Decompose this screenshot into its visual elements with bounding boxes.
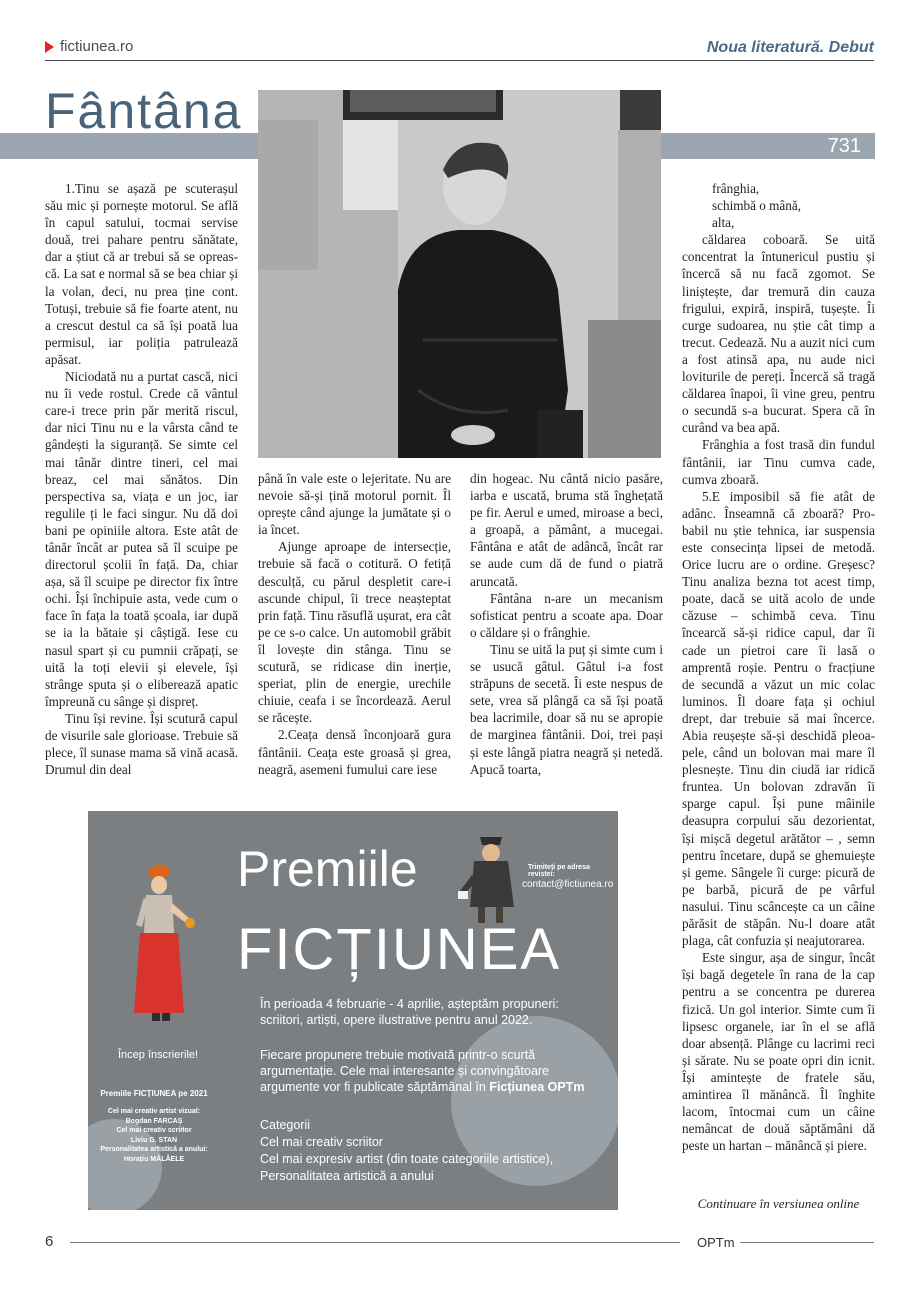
ad-send-label: Trimiteți pe adresa revistei: [528,864,590,878]
header-divider [45,60,874,61]
site-name: fictiunea.ro [60,38,134,55]
magazine-name: OPTm [697,1235,735,1250]
ad-winners [88,1107,220,1164]
awards-advertisement [88,811,618,1210]
paragraph: căldarea coboară. Se uită concentrat la întunericul pustiu și încercă să nu facă zgomot. Se liniștește, dar tremură din cauza frigului, expiră, inspiră, tușește. Îi curge sudoarea, nu știe cât timp a trecut. Cedează. Nu a auzit nici cum a fost atinsă apa, nu aude nici loviturile de pereți. Încercă să tragă căldarea înapoi, îi vine greu, pentru o secundă s-a bucurat. Spera că în curând va bea apă. [682,232,875,436]
winner-line: Bogdan FARCAȘ [125,1117,183,1125]
winner-line: Cel mai creativ artist vizual: [107,1108,201,1115]
paragraph: până în vale este o lejeritate. Nu are nevoie să-și țină motorul pornit. Îl oprește când ajunge la jumătate și o ia încet. [258,471,451,538]
paragraph: Este singur, așa de singur, încât își bagă degetele în rana de la cap pentru a se concentra pe durerea fizică. Un gol interior. Simte cum îi lipsesc organele, iar în el se află doar absență. Plânge cu lacrimi reci și sărate. Nu se poate opri din icnit. Își amintește de fratele său, amintirea îl mănâncă. Îl înghite lacom, întocmai cum un câine nemâncat de două săptămâni dă peste un hartan – mănâncă și piere. [682,950,875,1154]
ad-categories-title: Categorii [260,1118,311,1132]
ad-title-line2: FICȚIUNEA [237,917,562,982]
ad-email-link[interactable]: contact@fictiunea.ro [522,879,614,890]
paragraph: 1.Tinu se așază pe scuterașul său mic și pornește motorul. Se află în capul satului, tocmai servise două, trei pahare pentru sănătate, dar a știut că ar trebui să se oprească. La sat e normal să se bea chiar și la volan, deci, nu prea ține cont. Totuși, trebuie să fie foarte atent, nu a crescut destul ca să își poată lua permisul, iar poliția patrulează apăsat. [45,181,238,367]
ad-intro: În perioada 4 februarie - 4 aprilie, așteptăm propuneri: scriitori, artiști, opere ilustrative pentru anul 2022. [260,997,559,1027]
ad-category: Cel mai expresiv artist (din toate categoriile artistice), [260,1152,554,1166]
winner-line: Personalitatea artistică a anului: [100,1146,208,1153]
article-column-4 [682,180,875,1154]
verse-line: frânghia, [712,181,760,196]
paragraph: 5.E imposibil să fie atât de adânc. Înseamnă că zboară? Probabil nu știe tehnica, iar suspensia este consecința lipsei de metodă. Orice lucru are o ordine. Greșesc? Tinu analiza bezna tot acest timp, poate, dacă se uită acolo de unde căzuse – schimbă ceva. Tinu încearcă să-și ridice capul, dar îi cade un pietroi care îi lasă o amprentă roșie. Pentru o fracțiune de secundă a văzut un mic colac luminos. Îl doare fața și ochiul drept, dar trebuie să mai încerce. Abia reușește să-și deschidă pleoapele, când un bolovan mai mare îl plesnește. Tinu din ciudă iar ridică fruntea. Un bolovan zdravăn îi sparge capul. Își pune mâinile deasupra corpului său dezorientat, își mișcă degetul arătător – , semn pentru încetare, după se ghemuiește și geme. Sângele îi curge: picură de pe barbă, picură de pe vârful nasului. Tinu scâncește ca un câine părăsit de stăpân. Nu-l doare atât plaga, cât confuzia și neajutorarea. [682,488,875,949]
ad-start-label: Încep înscrierile! [118,1049,199,1061]
winner-line: Horațiu MĂLĂELE [123,1155,185,1163]
paragraph: Tinu își revine. Își scutură capul de visurile sale glorioase. Trebuie să plece, îl sunase mama să vină acasă. Drumul din deal [45,710,238,778]
ad-category: Cel mai creativ scriitor [260,1135,383,1149]
page-number: 6 [45,1233,54,1250]
ad-title-line1: Premiile [237,841,418,897]
paragraph: 2.Ceața densă înconjoară gura fântânii. Ceața este groasă și grea, neagră, asemeni fumului care iese [258,727,451,777]
article-column-2 [258,470,451,778]
article-column-1 [45,180,238,778]
paragraph: Tinu se uită la puț și simte cum i se usucă gâtul. Gâtul i-a fost străpuns de secetă. Îi este nespus de sete, vrea să plângă ca să își poată bea lacrimile, doar să nu se apropie de marginea fântânii. Doi, trei pași și este lângă piatra neagră și netedă. Apucă toarta, [470,641,663,777]
site-link[interactable] [45,38,133,55]
ad-motivation-text: Fiecare propunere trebuie motivată printr-o scurtă argumentație. Cele mai interesante și convingătoare argumente vor fi publicate săptămânal în [260,1048,550,1094]
woman-illustration-icon [128,863,203,1023]
verse-line: alta, [712,215,735,231]
winner-line: Liviu G. STAN [130,1136,178,1144]
ad-motivation-bold: Ficțiunea OPTm [489,1080,585,1094]
footer-divider-right [740,1242,874,1243]
paragraph: Ajunge aproape de intersecție, trebuie să facă o cotitură. O fetiță desculță, cu părul despletit care-i ascunde chipul, îi trece neașteptat prin față. Tinu răsuflă ușurat, era cât pe ce s-o calce. Un automobil grăbit îl lovește din stânga. Tinu se scutură, se ridicase din inerție, speriat, plin de energie, urechile chiuie, ceafa i se încordează. Aerul se răcește. [258,539,451,726]
paragraph: Fântâna n-are un mecanism sofisticat pentru a scoate apa. Doar o căldare și o frânghie. [470,590,663,640]
footer-divider [70,1242,680,1243]
ad-category: Personalitatea artistică a anului [260,1169,434,1183]
article-column-3 [470,470,663,778]
section-title: Noua literatură. Debut [706,39,874,56]
article-title: Fântâna [45,83,243,139]
paragraph: Frânghia a fost trasă din fundul fântânii, iar Tinu cumva cade, cumva zboară. [682,437,875,487]
continuation-link[interactable]: Continuare în versiunea online [697,1196,860,1211]
ad-motivation [260,1047,590,1095]
winner-line: Cel mai creativ scriitor [116,1127,192,1134]
ad-winners-title: Premiile FICȚIUNEA pe 2021 [100,1089,208,1098]
author-photo [258,90,661,458]
paragraph: din hogeac. Nu cântă nicio pasăre, iarba e uscată, bruma stă înghețată pe fir. Aerul e umed, miroase a beci, a groapă, a pământ, a mucegai. Fântâna e atât de adâncă, încât rar se aude cum dă de fund o piatră aruncată. [470,471,663,589]
issue-number: 731 [827,135,861,157]
verse-line: schimbă o mână, [712,198,801,214]
paragraph: Niciodată nu a purtat cască, nici nu îi vede rostul. Crede că vântul care-i trece prin păr merită riscul, dar nici Tinu nu e la vârsta când te gândești la siguranță. Se simte cel mai tânăr dintre tineri, cel mai breaz, cel mai sănătos. Din perspectiva sa, viața e un joc, iar regulile ți le faci singur. Nu dă doi bani pe opiniile altora. Este atât de tânăr încât ar putea să îl scuipe pe directorul școlii în față. Da, chiar așa, să îl scuipe pe director fix între ochi. Își închipuie asta, vede cum o face în fața la toată școala, iar după se ia la bătaie și câștigă. Iese cu nasul spart și cu pumnii crăpați, se uită la toți elevii și elevele, își strânge sputa și o eliberează apatic împreună cu sânge și dispreț. [45,369,238,709]
play-arrow-icon [45,41,54,53]
